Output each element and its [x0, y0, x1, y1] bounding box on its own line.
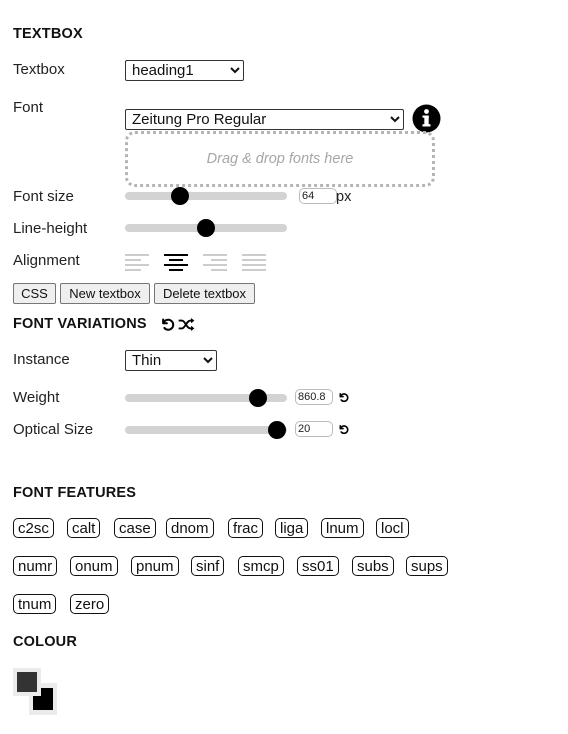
feature-chip-zero[interactable]: zero [70, 594, 109, 614]
delete-textbox-button[interactable]: Delete textbox [154, 283, 255, 304]
weight-slider-thumb[interactable] [249, 389, 267, 407]
dropzone-text: Drag & drop fonts here [206, 151, 354, 167]
font-dropzone[interactable] [125, 131, 435, 187]
info-circle-icon[interactable] [412, 104, 441, 133]
weight-label: Weight [13, 389, 60, 406]
optical-size-reset-icon[interactable] [338, 424, 349, 435]
optical-size-slider[interactable] [125, 418, 287, 442]
line-height-label: Line-height [13, 220, 88, 237]
align-justify-icon[interactable] [242, 253, 266, 271]
instance-select[interactable] [125, 350, 217, 371]
weight-slider[interactable] [125, 386, 287, 410]
weight-reset-icon[interactable] [338, 392, 349, 403]
optical-size-slider-thumb[interactable] [268, 421, 286, 439]
font-label: Font [13, 99, 44, 116]
optical-size-input[interactable] [295, 421, 333, 437]
feature-chip-dnom[interactable]: dnom [166, 518, 214, 538]
font-size-slider-thumb[interactable] [171, 187, 189, 205]
font-size-input[interactable] [299, 188, 337, 204]
rotate-ccw-icon[interactable] [160, 317, 175, 332]
feature-chip-calt[interactable]: calt [67, 518, 100, 538]
shuffle-icon[interactable] [178, 317, 195, 332]
feature-chip-locl[interactable]: locl [376, 518, 409, 538]
feature-chip-ss01[interactable]: ss01 [297, 556, 339, 576]
feature-chip-sinf[interactable]: sinf [191, 556, 224, 576]
feature-chip-lnum[interactable]: lnum [321, 518, 364, 538]
line-height-slider[interactable] [125, 216, 287, 240]
feature-chip-onum[interactable]: onum [70, 556, 118, 576]
feature-chip-liga[interactable]: liga [275, 518, 308, 538]
font-features-heading: FONT FEATURES [13, 485, 137, 501]
align-right-icon[interactable] [203, 253, 227, 271]
feature-chip-subs[interactable]: subs [352, 556, 394, 576]
instance-label: Instance [13, 351, 70, 368]
line-height-slider-thumb[interactable] [197, 219, 215, 237]
feature-chip-case[interactable]: case [114, 518, 156, 538]
feature-chip-numr[interactable]: numr [13, 556, 57, 576]
font-size-slider[interactable] [125, 184, 287, 208]
feature-chip-pnum[interactable]: pnum [131, 556, 179, 576]
alignment-label: Alignment [13, 252, 80, 269]
feature-chip-smcp[interactable]: smcp [238, 556, 284, 576]
feature-chip-sups[interactable]: sups [406, 556, 448, 576]
optical-size-label: Optical Size [13, 421, 94, 438]
font-size-slider-track [125, 192, 287, 200]
font-select[interactable] [125, 109, 404, 130]
feature-chip-frac[interactable]: frac [228, 518, 263, 538]
align-left-icon[interactable] [125, 253, 149, 271]
font-size-unit: px [336, 189, 352, 205]
feature-chip-tnum[interactable]: tnum [13, 594, 56, 614]
align-center-icon[interactable] [164, 253, 188, 271]
font-size-label: Font size [13, 188, 74, 205]
new-textbox-button[interactable]: New textbox [60, 283, 150, 304]
css-button[interactable]: CSS [13, 283, 56, 304]
weight-input[interactable] [295, 389, 333, 405]
textbox-select[interactable] [125, 60, 244, 81]
foreground-colour-swatch[interactable] [17, 672, 37, 692]
optical-size-slider-track [125, 426, 287, 434]
colour-heading: COLOUR [13, 634, 78, 650]
textbox-heading: TEXTBOX [13, 26, 83, 42]
font-variations-heading: FONT VARIATIONS [13, 316, 147, 332]
feature-chip-c2sc[interactable]: c2sc [13, 518, 54, 538]
textbox-label: Textbox [13, 61, 65, 78]
